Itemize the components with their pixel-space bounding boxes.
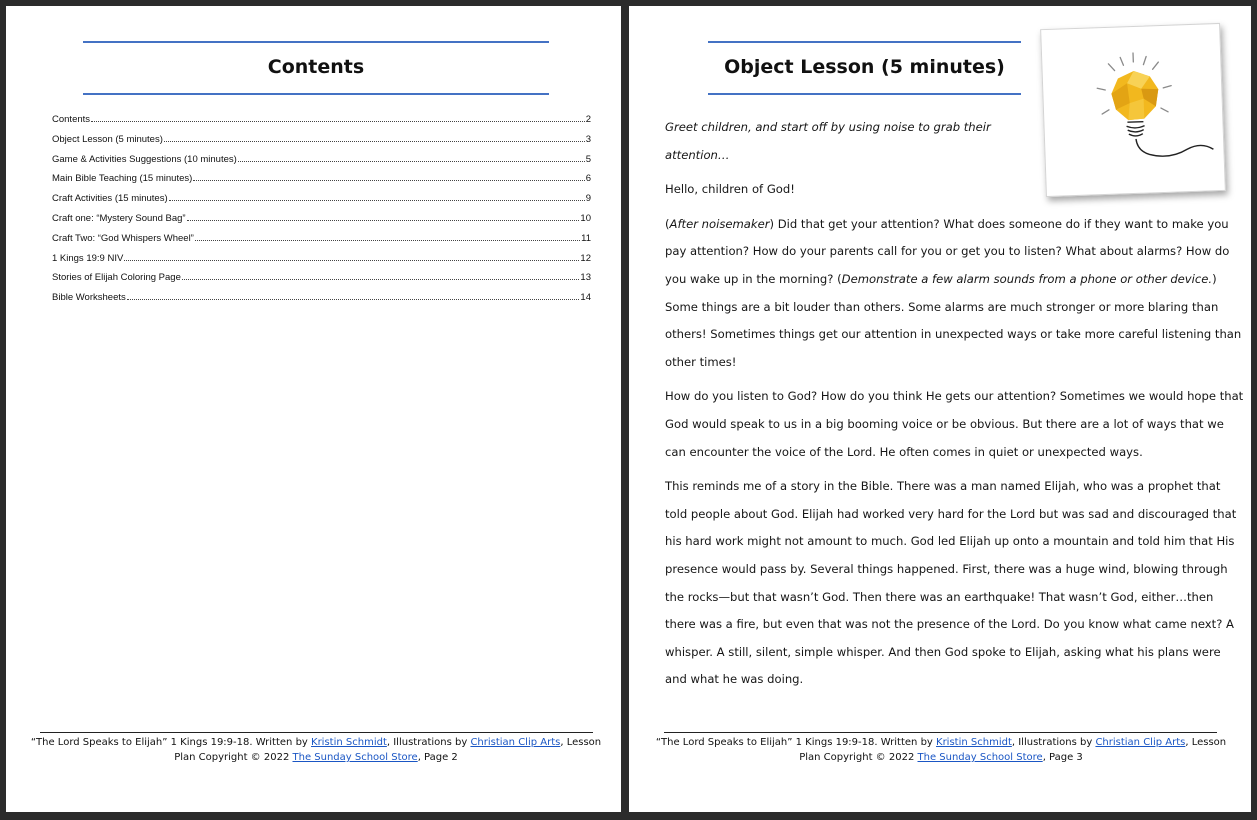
- toc-entry[interactable]: [52, 272, 591, 292]
- toc-leader: [182, 279, 580, 280]
- footer-text: “The Lord Speaks to Elijah” 1 Kings 19:9-18. Written by: [655, 737, 937, 748]
- toc-entry-title[interactable]: Stories of Elijah Coloring Page: [52, 272, 181, 284]
- text: ) Did that get your attention? What does someone do if they want to make you pay attention? How do your parents call for you or get you to listen? What about alarms? How do you wake up in the morning? (: [665, 216, 1230, 286]
- footer-rule: [664, 732, 1217, 733]
- footer-text: , Lesson: [1185, 737, 1227, 748]
- toc-entry-title[interactable]: Craft Two: “God Whispers Wheel”: [52, 232, 194, 244]
- toc-entry-title[interactable]: 1 Kings 19:9 NIV: [52, 252, 124, 264]
- toc-leader: [91, 121, 585, 122]
- toc-entry-title[interactable]: Main Bible Teaching (15 minutes): [52, 173, 193, 185]
- toc-entry[interactable]: [52, 114, 591, 134]
- toc-entry-page: 3: [585, 133, 591, 145]
- table-of-contents: [52, 114, 591, 312]
- toc-entry-page: 14: [580, 292, 591, 304]
- author-link[interactable]: Kristin Schmidt: [936, 737, 1012, 748]
- toc-entry-page: 10: [580, 212, 591, 224]
- store-link[interactable]: The Sunday School Store: [292, 752, 418, 763]
- store-link[interactable]: The Sunday School Store: [917, 752, 1043, 763]
- toc-entry[interactable]: [52, 193, 591, 213]
- toc-entry-page: 2: [585, 114, 591, 125]
- toc-entry[interactable]: [52, 173, 591, 193]
- page-2: [6, 6, 621, 812]
- page-title: Object Lesson (5 minutes): [724, 56, 1005, 78]
- lesson-body: [665, 114, 1245, 701]
- illustrator-link[interactable]: Christian Clip Arts: [1095, 737, 1186, 748]
- toc-entry-title[interactable]: Bible Worksheets: [52, 292, 126, 304]
- toc-leader: [124, 260, 579, 261]
- toc-entry[interactable]: [52, 154, 591, 174]
- stage-direction: Demonstrate a few alarm sounds from a phone or other device.: [841, 271, 1213, 286]
- toc-leader: [238, 161, 585, 162]
- paragraph-1: [665, 211, 1245, 377]
- toc-leader: [164, 141, 585, 142]
- toc-entry-title[interactable]: Craft Activities (15 minutes): [52, 193, 168, 205]
- toc-leader: [169, 200, 585, 201]
- greeting: Hello, children of God!: [665, 182, 795, 197]
- paragraph-3: This reminds me of a story in the Bible. There was a man named Elijah, who was a prophet that told people about God. Elijah had worked very hard for the Lord but was sad and discouraged that his hard work might not amount to much. God led Elijah up onto a mountain and told him that His presence would pass by. Several things happened. First, there was a huge wind, blowing through the rocks—but that wasn’t God. Then there was an earthquake! That wasn’t God, either…then there was a fire, but even that was not the presence of the Lord. Do you know what came next? A whisper. A still, silent, simple whisper. And then God spoke to Elijah, asking what his plans were and what he was doing.: [665, 479, 1237, 687]
- toc-entry-title[interactable]: Craft one: “Mystery Sound Bag”: [52, 212, 186, 224]
- toc-entry-page: 12: [580, 252, 591, 264]
- toc-leader: [195, 240, 580, 241]
- footer-copyright: Plan Copyright © 2022: [799, 752, 918, 763]
- toc-entry-page: 11: [581, 232, 591, 244]
- toc-entry-page: 13: [580, 272, 591, 284]
- footer-text: , Lesson: [560, 737, 602, 748]
- footer-text: , Illustrations by: [386, 737, 471, 748]
- toc-entry-page: 5: [585, 153, 591, 165]
- intro-instruction: Greet children, and start off by using noise to grab their attention…: [665, 120, 991, 162]
- stage-direction: After noisemaker: [669, 216, 770, 231]
- toc-entry-page: 6: [585, 173, 591, 185]
- author-link[interactable]: Kristin Schmidt: [311, 737, 387, 748]
- illustrator-link[interactable]: Christian Clip Arts: [470, 737, 561, 748]
- page-number: , Page 2: [417, 752, 458, 763]
- toc-entry[interactable]: [52, 213, 591, 233]
- title-top-rule: [708, 41, 1021, 43]
- toc-entry[interactable]: [52, 292, 591, 312]
- toc-entry-title[interactable]: Game & Activities Suggestions (10 minutes): [52, 153, 237, 165]
- title-bottom-rule: [708, 93, 1021, 95]
- toc-entry-title[interactable]: Contents: [52, 114, 91, 125]
- toc-entry-page: 9: [585, 193, 591, 205]
- toc-entry[interactable]: [52, 134, 591, 154]
- footer-rule: [40, 732, 593, 733]
- footer-text: , Illustrations by: [1011, 737, 1096, 748]
- toc-leader: [193, 180, 584, 181]
- title-bottom-rule: [83, 93, 549, 95]
- toc-entry-title[interactable]: Object Lesson (5 minutes): [52, 133, 163, 145]
- page-footer: [650, 735, 1232, 765]
- page-3: [629, 6, 1251, 812]
- footer-copyright: Plan Copyright © 2022: [174, 752, 293, 763]
- text: ) Some things are a bit louder than others. Some alarms are much stronger or more blaring than others! Sometimes things get our attention in unexpected ways or take more careful listening than other times!: [665, 271, 1242, 369]
- toc-entry[interactable]: [52, 233, 591, 253]
- text: (: [665, 216, 670, 231]
- page-number: , Page 3: [1042, 752, 1083, 763]
- paragraph-2: How do you listen to God? How do you think He gets our attention? Sometimes we would hope that God would speak to us in a big booming voice or be obvious. But there are a lot of ways that we can encounter the voice of the Lord. He often comes in quiet or unexpected ways.: [665, 389, 1244, 459]
- page-footer: [26, 735, 606, 765]
- toc-leader: [127, 299, 580, 300]
- title-top-rule: [83, 41, 549, 43]
- toc-leader: [187, 220, 580, 221]
- toc-entry[interactable]: [52, 253, 591, 273]
- page-title: Contents: [267, 56, 365, 78]
- footer-text: “The Lord Speaks to Elijah” 1 Kings 19:9-18. Written by: [30, 737, 312, 748]
